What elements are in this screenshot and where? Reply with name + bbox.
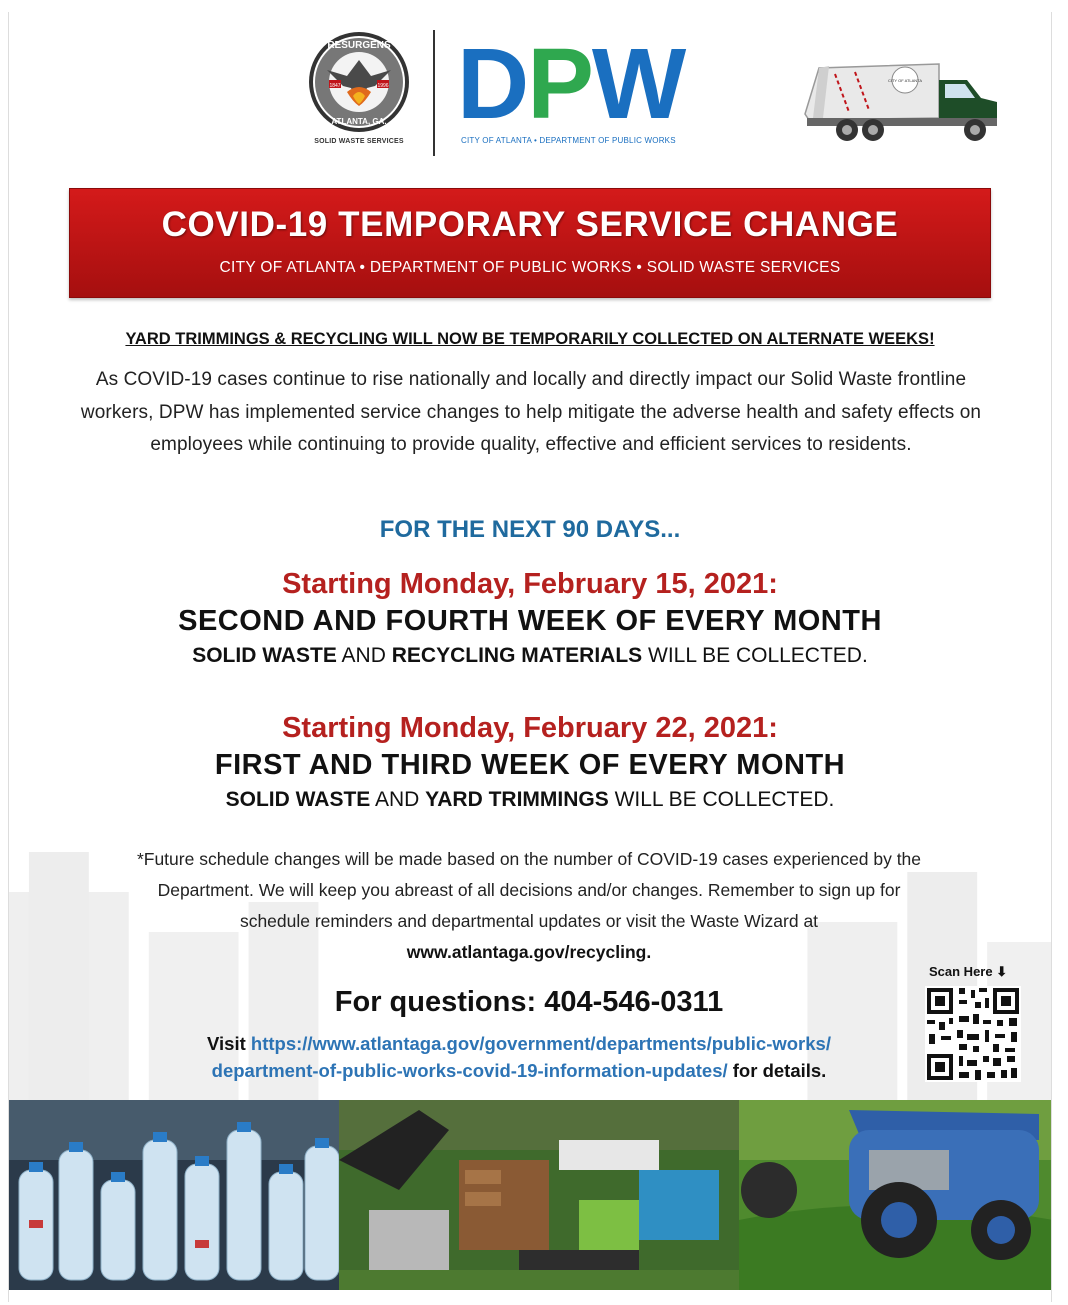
logo-letter-p: P	[527, 28, 592, 140]
collected-and: AND	[370, 788, 426, 811]
schedule-block-feb-22	[9, 712, 1051, 812]
visit-prefix: Visit	[207, 1033, 251, 1054]
scan-here-text: Scan Here	[929, 964, 993, 979]
photo-strip	[9, 1100, 1052, 1290]
schedule-start-date: Starting Monday, February 22, 2021:	[282, 712, 778, 744]
collected-and: AND	[336, 644, 392, 667]
collected-tail: WILL BE COLLECTED.	[608, 788, 835, 811]
schedule-weeks: SECOND AND FOURTH WEEK OF EVERY MONTH	[178, 605, 882, 637]
svg-text:ATLANTA, GA.: ATLANTA, GA.	[331, 117, 387, 126]
qr-code-icon[interactable]	[925, 986, 1021, 1082]
collected-tail: WILL BE COLLECTED.	[642, 644, 868, 667]
collected-item-a: SOLID WASTE	[192, 644, 337, 667]
flyer-page	[8, 12, 1052, 1302]
collected-item-a: SOLID WASTE	[225, 788, 371, 811]
logo-divider	[433, 30, 435, 156]
svg-text:1847: 1847	[329, 83, 341, 89]
questions-label: For questions:	[334, 986, 545, 1018]
visit-suffix: for details.	[727, 1060, 827, 1081]
svg-text:1996: 1996	[377, 83, 389, 89]
schedule-block-feb-15	[9, 568, 1051, 668]
lawn-mower-photo	[739, 1100, 1052, 1290]
footnote-text: *Future schedule changes will be made based on the number of COVID-19 cases experienced by the Department. We will keep you abreast of all decisions and/or changes. Remember to sign up for schedule reminders and departmental updates or visit the Waste Wizard at	[136, 849, 922, 931]
down-arrow-icon: ⬇	[996, 964, 1008, 979]
collected-item-b: YARD TRIMMINGS	[425, 788, 609, 811]
logo-letter-w: W	[591, 28, 685, 140]
schedule-footnote	[129, 844, 929, 968]
service-change-banner	[69, 188, 991, 298]
intro-paragraph: As COVID-19 cases continue to rise nationally and locally and directly impact our Solid Waste frontline workers, DPW has implemented service changes to help mitigate the adverse health and safety effects on employees while continuing to provide quality, effective and efficient services to residents.	[80, 369, 982, 455]
alternate-weeks-alert: YARD TRIMMINGS & RECYCLING WILL NOW BE TEMPORARILY COLLECTED ON ALTERNATE WEEKS!	[125, 330, 935, 348]
questions-line	[9, 986, 1049, 1019]
recycling-link[interactable]: www.atlantaga.gov/recycling.	[406, 942, 652, 962]
logo-letter-d: D	[457, 28, 528, 140]
banner-subtitle: CITY OF ATLANTA • DEPARTMENT OF PUBLIC WORKS • SOLID WASTE SERVICES	[219, 259, 841, 276]
dpw-logo	[457, 28, 685, 140]
header	[9, 12, 1051, 177]
questions-phone[interactable]: 404-546-0311	[544, 986, 724, 1018]
atlanta-city-seal-icon	[307, 30, 411, 134]
seal-caption: SOLID WASTE SERVICES	[314, 138, 404, 145]
svg-text:RESURGENS: RESURGENS	[327, 40, 391, 51]
banner-title: COVID-19 TEMPORARY SERVICE CHANGE	[161, 205, 899, 244]
garbage-truck-icon	[799, 54, 1005, 144]
collected-item-b: RECYCLING MATERIALS	[391, 644, 643, 667]
logo-caption: CITY OF ATLANTA • DEPARTMENT OF PUBLIC WORKS	[461, 136, 676, 145]
schedule-collected-items	[9, 644, 1051, 668]
schedule-start-date: Starting Monday, February 15, 2021:	[282, 568, 778, 600]
covid-info-link-line2[interactable]: department-of-public-works-covid-19-information-updates/	[211, 1060, 728, 1081]
covid-info-link-line1[interactable]: https://www.atlantaga.gov/government/departments/public-works/	[250, 1033, 831, 1054]
plastic-bottles-photo	[9, 1100, 339, 1290]
next-90-days-heading: FOR THE NEXT 90 DAYS...	[379, 516, 681, 543]
schedule-collected-items	[9, 788, 1051, 812]
visit-details	[139, 1030, 899, 1084]
bulk-trash-photo	[339, 1100, 739, 1290]
scan-here-label	[929, 964, 1007, 980]
svg-text:CITY OF ATLANTA: CITY OF ATLANTA	[887, 78, 923, 83]
schedule-weeks: FIRST AND THIRD WEEK OF EVERY MONTH	[214, 749, 846, 781]
